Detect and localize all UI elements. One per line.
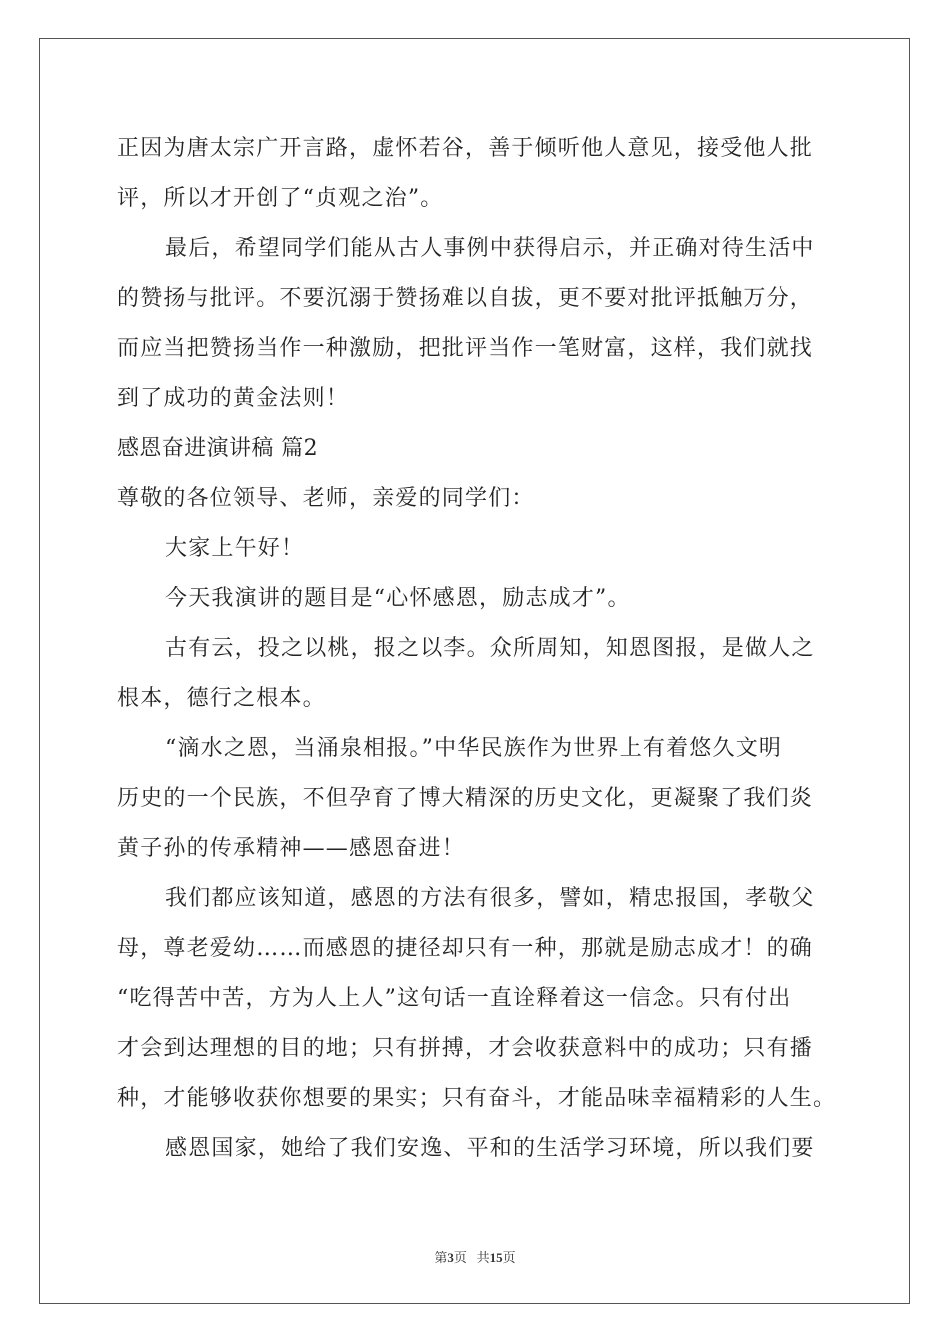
text-line: 大家上午好！ [165,536,305,561]
text-line: 我们都应该知道，感恩的方法有很多，譬如，精忠报国，孝敬父 [165,886,815,911]
text-line: 到了成功的黄金法则！ [117,386,350,411]
text-line: 感恩国家，她给了我们安逸、平和的生活学习环境，所以我们要 [165,1136,815,1161]
footer-page-prefix: 第 [434,1250,448,1265]
text-line: 尊敬的各位领导、老师，亲爱的同学们： [117,486,535,511]
text-line: 最后，希望同学们能从古人事例中获得启示，并正确对待生活中 [165,236,815,261]
footer-page-number: 3 [447,1250,454,1265]
text-line: 种，才能够收获你想要的果实；只有奋斗，才能品味幸福精彩的人生。 [117,1086,837,1111]
text-line: 正因为唐太宗广开言路，虚怀若谷，善于倾听他人意见，接受他人批 [117,136,814,161]
text-line: 古有云，投之以桃，报之以李。众所周知，知恩图报，是做人之 [165,636,815,661]
section-heading: 感恩奋进演讲稿 篇2 [117,436,318,461]
text-line: “滴水之恩，当涌泉相报。”中华民族作为世界上有着悠久文明 [165,736,783,761]
text-line: 而应当把赞扬当作一种激励，把批评当作一笔财富，这样，我们就找 [117,336,814,361]
text-line: “吃得苦中苦，方为人上人”这句话一直诠释着这一信念。只有付出 [117,986,792,1011]
document-body [117,124,837,1174]
text-line: 历史的一个民族，不但孕育了博大精深的历史文化，更凝聚了我们炎 [117,786,814,811]
text-line: 母，尊老爱幼……而感恩的捷径却只有一种，那就是励志成才！的确 [117,936,814,961]
text-line: 今天我演讲的题目是“心怀感恩，励志成才”。 [165,586,631,611]
text-line: 黄子孙的传承精神——感恩奋进！ [117,836,466,861]
text-line: 才会到达理想的目的地；只有拼搏，才会收获意料中的成功；只有播 [117,1036,814,1061]
footer-total-prefix: 共 [476,1250,490,1265]
text-line: 根本，德行之根本。 [117,686,326,711]
text-line: 的赞扬与批评。不要沉溺于赞扬难以自拔，更不要对批评抵触万分， [117,286,814,311]
page-footer [0,1247,950,1266]
footer-total-pages: 15 [489,1250,503,1265]
footer-total-suffix: 页 [502,1250,516,1265]
footer-page-suffix: 页 [453,1250,467,1265]
text-line: 评，所以才开创了“贞观之治”。 [117,186,444,211]
